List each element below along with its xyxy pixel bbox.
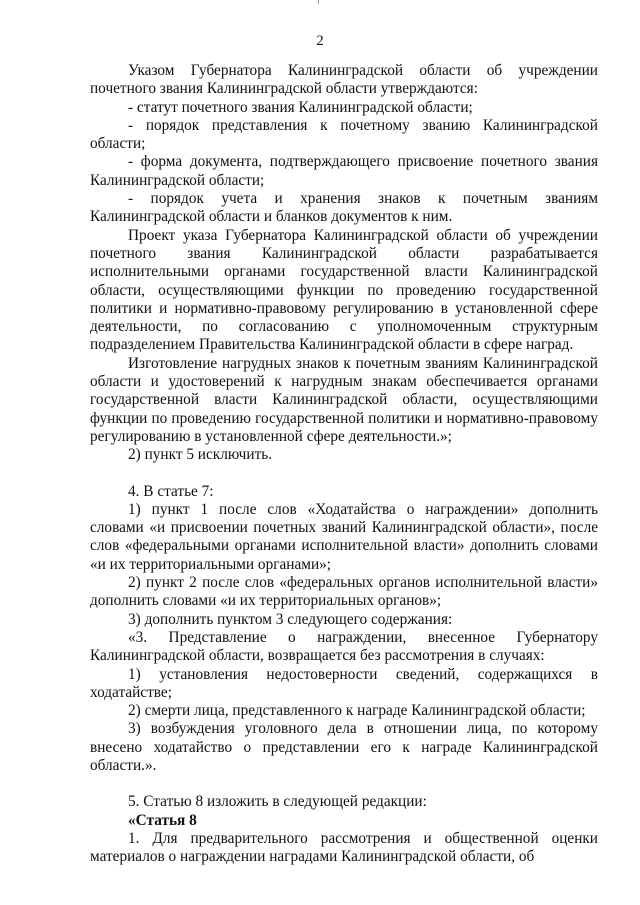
scan-mark bbox=[318, 0, 319, 4]
paragraph: «Статья 8 bbox=[128, 811, 197, 829]
paragraph: 1. Для предварительного рассмотрения и общественной оценки материалов о награждении наградами Калининградской области, об bbox=[90, 829, 598, 866]
paragraph: - порядок представления к почетному званию Калининградской области; bbox=[90, 116, 598, 153]
paragraph: 1) установления недостоверности сведений, содержащихся в ходатайстве; bbox=[90, 665, 598, 701]
paragraph: 2) пункт 5 исключить. bbox=[128, 446, 273, 464]
paragraph: 3) дополнить пунктом 3 следующего содержания: bbox=[128, 610, 453, 628]
paragraph: 2) пункт 2 после слов «федеральных органов исполнительной власти» дополнить словами «и их территориальных органов»; bbox=[90, 574, 598, 610]
paragraph: «3. Представление о награждении, внесенное Губернатору Калининградской области, возвращается без рассмотрения в случаях: bbox=[90, 628, 598, 665]
paragraph: 4. В статье 7: bbox=[128, 482, 214, 500]
paragraph: 2) смерти лица, представленного к награде Калининградской области; bbox=[128, 702, 586, 720]
paragraph: Изготовление нагрудных знаков к почетным званиям Калининградской области и удостоверений к нагрудным знакам обеспечивается органами государственной власти Калининградской области, осуществляющими функции по проведению государственной политики и нормативно-правовому регулированию в установленной сфере деятельности.»; bbox=[90, 354, 598, 445]
paragraph: - статут почетного звания Калининградской области; bbox=[128, 98, 473, 116]
paragraph: - форма документа, подтверждающего присвоение почетного звания Калининградской области; bbox=[90, 153, 598, 189]
paragraph: 5. Статью 8 изложить в следующей редакции: bbox=[128, 793, 427, 811]
paragraph: 1) пункт 1 после слов «Ходатайства о награждении» дополнить словами «и присвоении почетных званий Калининградской области», после слов «федеральными органами исполнительной власти» дополнить словами «и их территориальными органами»; bbox=[90, 500, 598, 573]
page-number: 2 bbox=[316, 33, 324, 49]
paragraph: 3) возбуждения уголовного дела в отношении лица, по которому внесено ходатайство о представлении его к награде Калининградской области.». bbox=[90, 720, 598, 774]
document-body bbox=[90, 62, 598, 866]
paragraph: Указом Губернатора Калининградской области об учреждении почетного звания Калининградской области утверждаются: bbox=[90, 62, 598, 98]
paragraph: Проект указа Губернатора Калининградской области об учреждении почетного звания Калининградской области разрабатывается исполнительными органами государственной власти Калининградской области, осуществляющими функции по проведению государственной политики и нормативно-правовому регулированию в установленной сфере деятельности, по согласованию с уполномоченным структурным подразделением Правительства Калининградской области в сфере наград. bbox=[90, 226, 598, 354]
paragraph: - порядок учета и хранения знаков к почетным званиям Калининградской области и бланков документов к ним. bbox=[90, 190, 598, 226]
